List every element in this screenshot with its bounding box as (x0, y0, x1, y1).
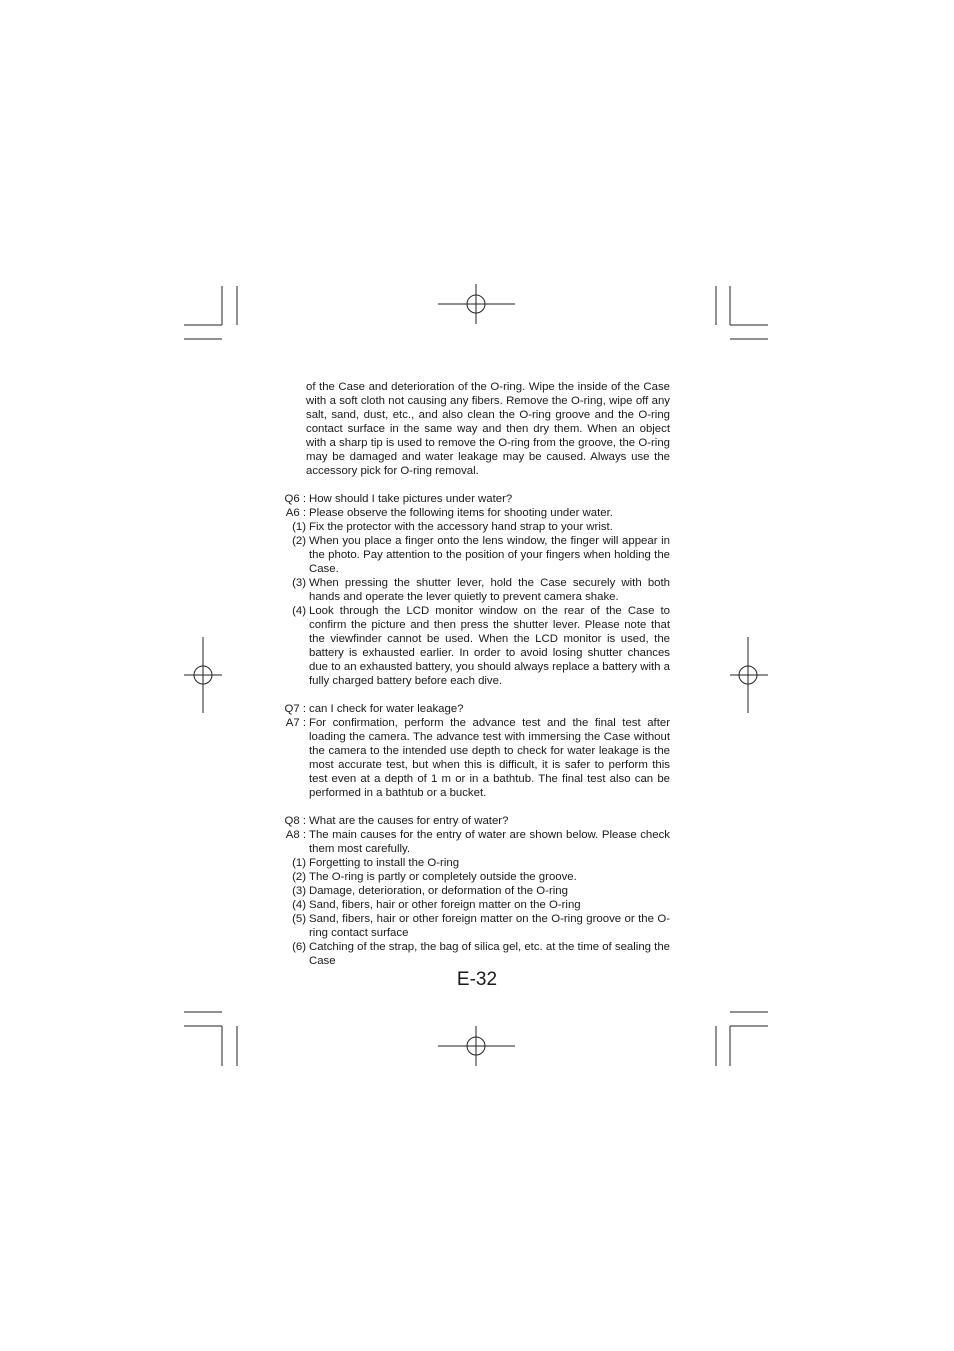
list-item (280, 870, 670, 884)
item-number: (2) (292, 871, 306, 883)
question-row (280, 814, 670, 828)
item-text: When pressing the shutter lever, hold the Case securely with both hands and operate the lever quietly to prevent camera shake. (309, 577, 670, 603)
item-text: Forgetting to install the O-ring (309, 857, 460, 869)
question-row (280, 492, 670, 506)
item-text: Sand, fibers, hair or other foreign matter on the O-ring groove or the O-ring contact surface (309, 913, 670, 939)
intro-paragraph: of the Case and deterioration of the O-ring. Wipe the inside of the Case with a soft cloth not causing any fibers. Remove the O-ring, wipe off any salt, sand, dust, etc., and also clean the O-ring groove and the O-ring contact surface in the same way and then dry them. When an object with a sharp tip is used to remove the O-ring from the groove, the O-ring may be damaged and water leakage may be caused. Always use the accessory pick for O-ring removal. (306, 381, 670, 477)
item-text: Fix the protector with the accessory hand strap to your wrist. (309, 521, 613, 533)
item-text: The O-ring is partly or completely outside the groove. (309, 871, 577, 883)
answer-text: For confirmation, perform the advance test and the final test after loading the camera. The advance test with immersing the Case without the camera to the intended use depth to check for water leakage is the most accurate test, but when this is difficult, it is safer to perform this test even at a depth of 1 m or in a bathtub. The final test also can be performed in a bathtub or a bucket. (309, 717, 670, 799)
answer-row (280, 506, 670, 520)
registration-mark-left (184, 637, 222, 713)
answer-text: The main causes for the entry of water are shown below. Please check them most carefully. (309, 829, 670, 855)
item-number: (4) (292, 899, 306, 911)
item-number: (2) (292, 535, 306, 547)
item-text: Sand, fibers, hair or other foreign matter on the O-ring (309, 899, 581, 911)
registration-mark-right (730, 637, 768, 713)
item-text: Look through the LCD monitor window on the rear of the Case to confirm the picture and then press the shutter lever. Please note that the viewfinder cannot be used. When the LCD monitor is used, the battery is exhausted earlier. In order to avoid losing shutter chances due to an exhausted battery, you should always replace a battery with a fully charged battery before each dive. (309, 605, 670, 687)
item-number: (3) (292, 885, 306, 897)
page-content (280, 380, 670, 968)
list-item (280, 534, 670, 576)
question-label: Q8 : (284, 815, 306, 827)
item-number: (5) (292, 913, 306, 925)
list-item (280, 912, 670, 940)
answer-row (280, 716, 670, 800)
question-label: Q7 : (284, 703, 306, 715)
list-item (280, 898, 670, 912)
question-row (280, 702, 670, 716)
item-text: When you place a finger onto the lens window, the finger will appear in the photo. Pay attention to the position of your fingers when holding the Case. (309, 535, 670, 575)
registration-mark-top (438, 284, 515, 324)
list-item (280, 604, 670, 688)
faq-q7 (280, 702, 670, 800)
question-label: Q6 : (284, 493, 306, 505)
item-number: (4) (292, 605, 306, 617)
crop-mark-top-right (716, 286, 768, 339)
item-number: (1) (292, 857, 306, 869)
question-text: can I check for water leakage? (309, 703, 464, 715)
list-item (280, 940, 670, 968)
crop-mark-bottom-left (184, 1012, 237, 1066)
list-item (280, 520, 670, 534)
question-text: What are the causes for entry of water? (309, 815, 509, 827)
list-item (280, 856, 670, 870)
crop-mark-top-left (184, 286, 237, 339)
faq-q8 (280, 814, 670, 968)
item-text: Damage, deterioration, or deformation of the O-ring (309, 885, 568, 897)
answer-text: Please observe the following items for shooting under water. (309, 507, 613, 519)
item-number: (3) (292, 577, 306, 589)
item-number: (6) (292, 941, 306, 953)
page-number: E-32 (456, 969, 498, 990)
faq-q6 (280, 492, 670, 688)
question-text: How should I take pictures under water? (309, 493, 513, 505)
crop-mark-bottom-right (716, 1012, 768, 1066)
list-item (280, 884, 670, 898)
item-number: (1) (292, 521, 306, 533)
registration-mark-bottom (438, 1026, 515, 1066)
answer-label: A6 : (285, 507, 306, 519)
answer-label: A7 : (285, 717, 306, 729)
list-item (280, 576, 670, 604)
answer-label: A8 : (285, 829, 306, 841)
item-text: Catching of the strap, the bag of silica gel, etc. at the time of sealing the Case (309, 941, 670, 967)
answer-row (280, 828, 670, 856)
